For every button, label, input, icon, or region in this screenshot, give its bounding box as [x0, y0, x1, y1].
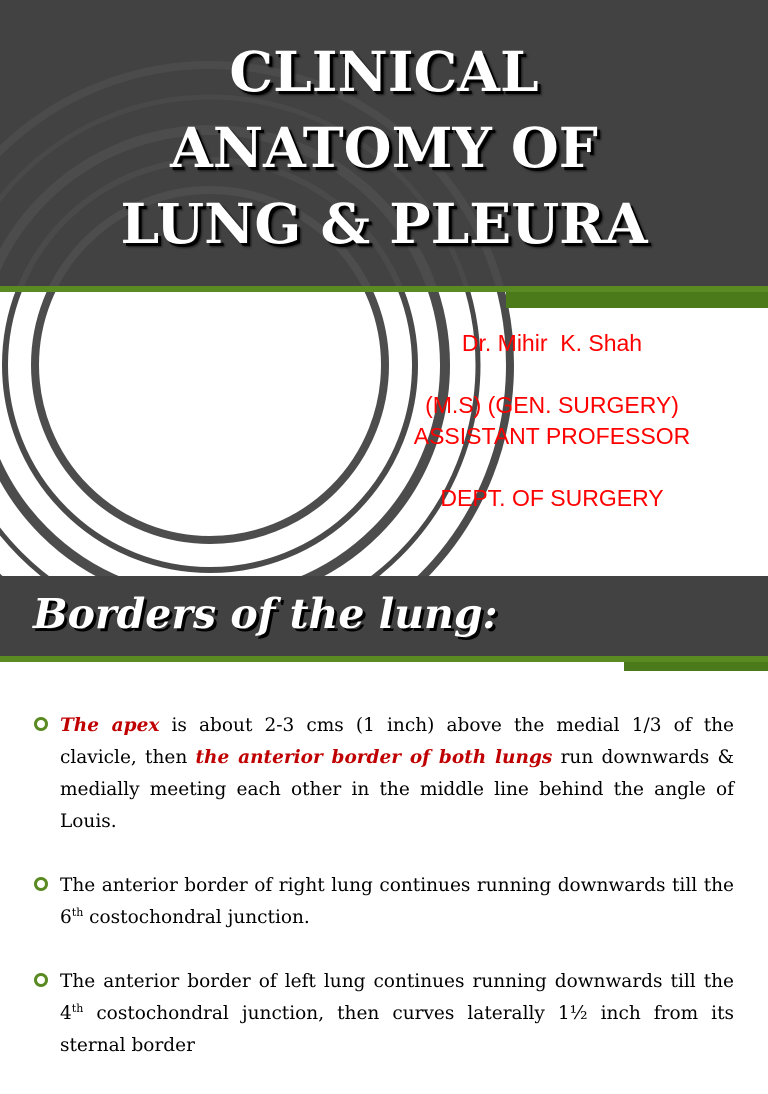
accent-bar [506, 292, 768, 308]
title-header [0, 0, 768, 286]
title-line: LUNG & PLEURA [120, 191, 648, 256]
title-line: CLINICAL [229, 39, 539, 104]
author-qualification: (M.S) (GEN. SURGERY) [425, 392, 679, 418]
bullet-circle-icon [34, 877, 48, 891]
body-text: is about 2-3 cms (1 inch) above the medial 1/3 of the clavicle, then [60, 715, 734, 768]
content-header [0, 576, 768, 656]
bullet-circle-icon [34, 717, 48, 731]
list-item [34, 966, 734, 1062]
list-item [34, 710, 734, 838]
author-position: ASSISTANT PROFESSOR [413, 423, 691, 449]
superscript: th [71, 1001, 84, 1015]
superscript: th [71, 905, 84, 919]
author-name: Dr. Mihir K. Shah [461, 330, 643, 356]
list-item [34, 870, 734, 934]
emphasis-text: the anterior border of both lungs [195, 747, 553, 768]
accent-bar [624, 662, 768, 671]
content-slide [0, 576, 768, 1056]
body-text: The anterior border of left lung continues running downwards till the 4 [60, 971, 734, 1024]
emphasis-text: The apex [60, 715, 160, 736]
body-text: costochondral junction. [83, 907, 310, 928]
body-text: The anterior border of right lung continues running downwards till the 6 [60, 875, 734, 928]
title-line: ANATOMY OF [170, 115, 598, 180]
slide-heading: Borders of the lung: [33, 590, 498, 638]
author-department: DEPT. OF SURGERY [440, 485, 664, 511]
slide-title [0, 34, 768, 262]
body-text: costochondral junction, then curves laterally 1½ inch from its sternal border [60, 1003, 734, 1056]
bullet-circle-icon [34, 973, 48, 987]
author-block [376, 328, 728, 514]
bullet-list [34, 710, 734, 1094]
body-text: run downwards & medially meeting each other in the middle line behind the angle of Louis. [60, 747, 734, 832]
